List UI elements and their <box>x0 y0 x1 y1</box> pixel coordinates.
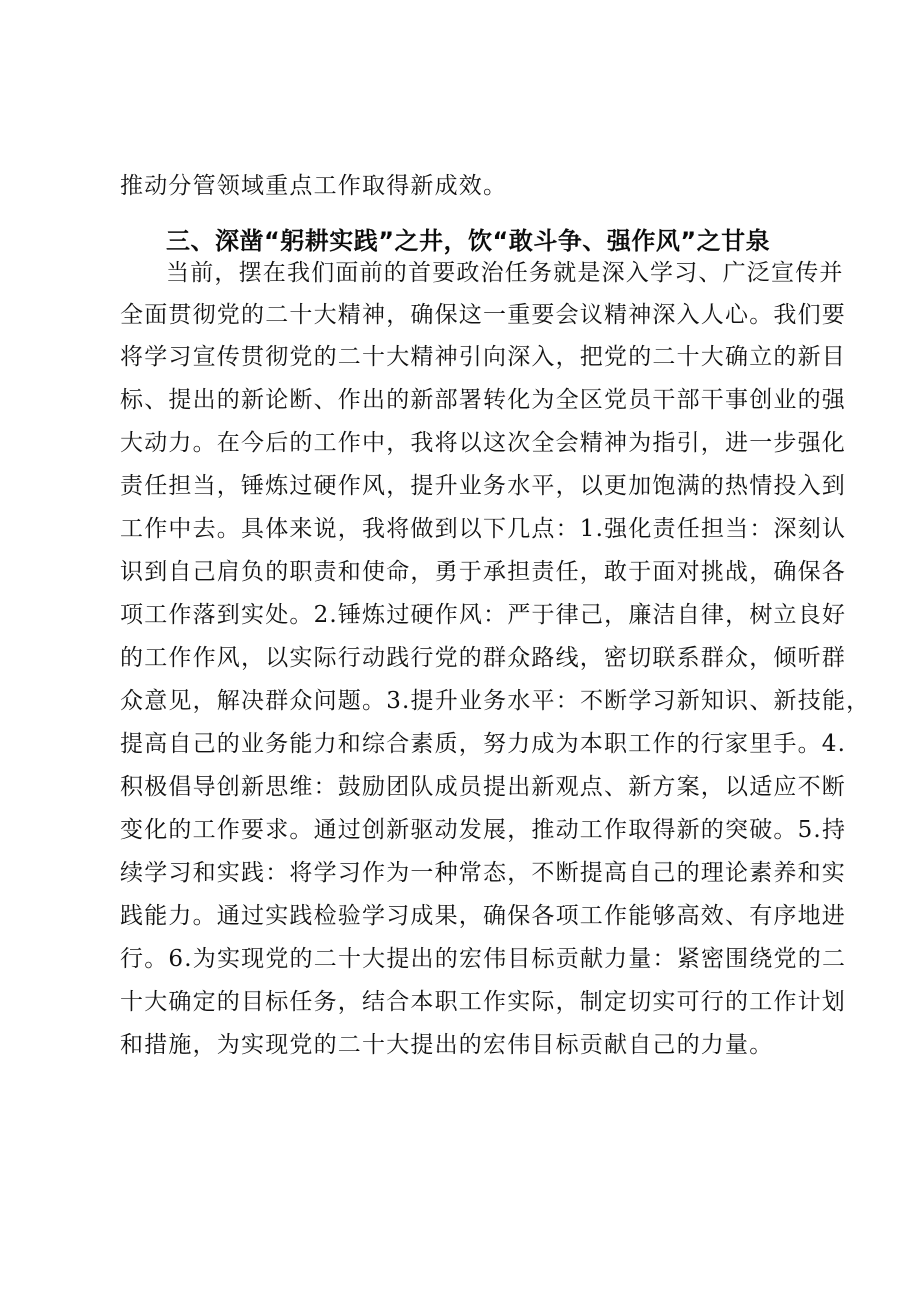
paragraph-line: 和措施，为实现党的二十大提出的宏伟目标贡献自己的力量。 <box>120 1032 774 1058</box>
paragraph-line: 大动力。在今后的工作中，我将以这次全会精神为指引，进一步强化 <box>120 430 846 456</box>
paragraph-line: 行。6.为实现党的二十大提出的宏伟目标贡献力量：紧密围绕党的二 <box>120 946 847 972</box>
paragraph-line: 提高自己的业务能力和综合素质，努力成为本职工作的行家里手。4. <box>120 731 847 757</box>
paragraph-line: 责任担当，锤炼过硬作风，提升业务水平，以更加饱满的热情投入到 <box>120 473 846 499</box>
paragraph-line: 全面贯彻党的二十大精神，确保这一重要会议精神深入人心。我们要 <box>120 302 846 328</box>
paragraph-line: 将学习宣传贯彻党的二十大精神引向深入，把党的二十大确立的新目 <box>120 344 846 370</box>
paragraph-line: 积极倡导创新思维：鼓励团队成员提出新观点、新方案，以适应不断 <box>120 774 846 800</box>
paragraph-line: 众意见，解决群众问题。3.提升业务水平：不断学习新知识、新技能， <box>120 688 871 714</box>
paragraph-line: 十大确定的目标任务，结合本职工作实际，制定切实可行的工作计划 <box>120 989 846 1015</box>
paragraph-line: 项工作落到实处。2.锤炼过硬作风：严于律己，廉洁自律，树立良好 <box>120 602 847 628</box>
lead-line: 推动分管领域重点工作取得新成效。 <box>120 173 508 199</box>
paragraph-line: 当前，摆在我们面前的首要政治任务就是深入学习、广泛宣传并 <box>166 260 844 286</box>
paragraph-line: 变化的工作要求。通过创新驱动发展，推动工作取得新的突破。5.持 <box>120 817 847 843</box>
paragraph-line: 识到自己肩负的职责和使命，勇于承担责任，敢于面对挑战，确保各 <box>120 559 846 585</box>
paragraph-line: 续学习和实践：将学习作为一种常态，不断提高自己的理论素养和实 <box>120 860 846 886</box>
paragraph-line: 工作中去。具体来说，我将做到以下几点：1.强化责任担当：深刻认 <box>120 516 847 542</box>
paragraph-line: 标、提出的新论断、作出的新部署转化为全区党员干部干事创业的强 <box>120 387 846 413</box>
paragraph-line: 的工作作风，以实际行动践行党的群众路线，密切联系群众，倾听群 <box>120 645 846 671</box>
section-heading: 三、深凿“躬耕实践”之井，饮“敢斗争、强作风”之甘泉 <box>166 227 771 255</box>
paragraph-line: 践能力。通过实践检验学习成果，确保各项工作能够高效、有序地进 <box>120 903 846 929</box>
